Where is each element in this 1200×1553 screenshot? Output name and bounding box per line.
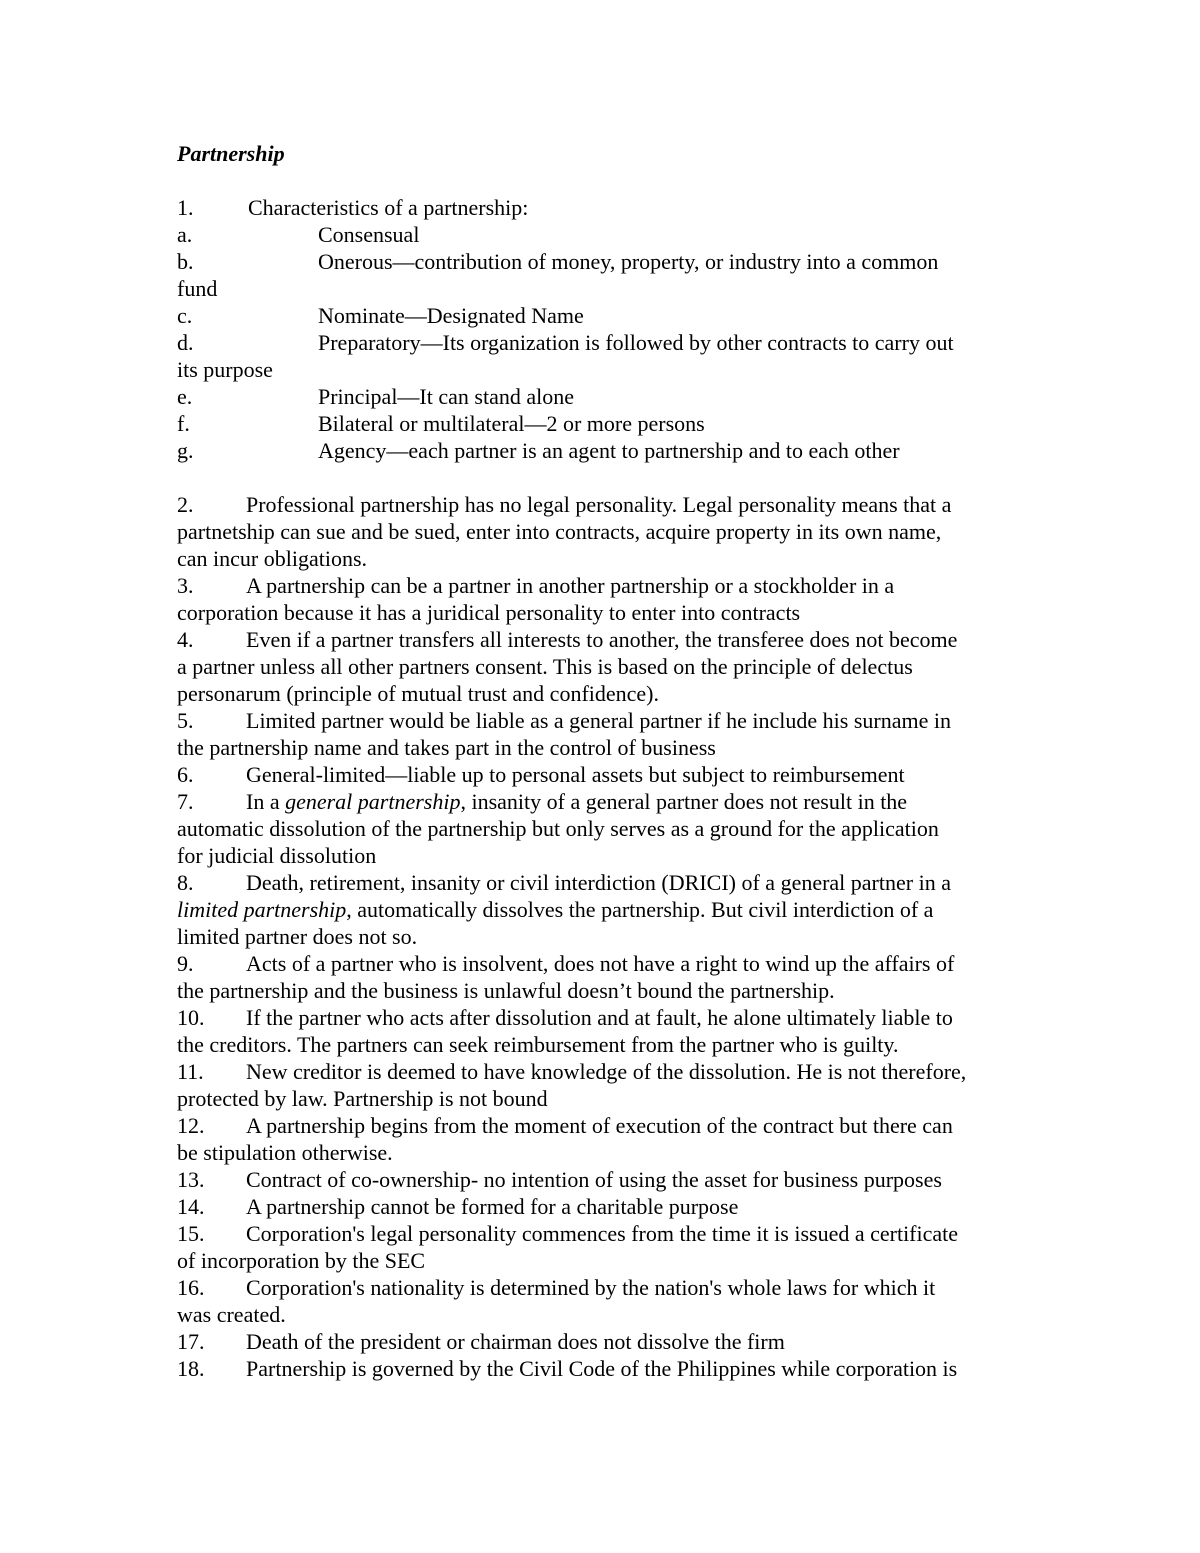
item-number: 10. [177,1005,205,1030]
list-item [177,1193,1027,1220]
characteristic-item [177,248,1027,275]
item-number: 2. [177,492,194,517]
characteristic-continuation: fund [177,276,218,301]
list-item [177,1004,1027,1058]
list-item [177,572,1027,626]
item-text: corporation because it has a juridical personality to enter into contracts [177,600,801,625]
item-text: the partnership name and takes part in the control of business [177,735,716,760]
points-list [177,491,1027,1382]
item-number: 8. [177,870,194,895]
item-number: 7. [177,789,194,814]
characteristic-text: Consensual [318,222,420,247]
item-number: 6. [177,762,194,787]
characteristic-text: Bilateral or multilateral—2 or more persons [318,411,705,436]
characteristic-item [177,302,1027,329]
item-text: for judicial dissolution [177,843,377,868]
item-text: General-limited—liable up to personal assets but subject to reimbursement [246,762,905,787]
heading-text: Characteristics of a partnership: [248,195,529,220]
list-item [177,491,1027,572]
characteristics-heading [177,194,1027,221]
characteristic-text: Nominate—Designated Name [318,303,584,328]
characteristic-text: Principal—It can stand alone [318,384,574,409]
characteristic-label: c. [177,303,193,328]
item-text-post: , insanity of a general partner does not result in the [460,789,908,814]
item-number: 4. [177,627,194,652]
list-item [177,1328,1027,1355]
item-number: 18. [177,1356,205,1381]
list-item [177,950,1027,1004]
list-item [177,1112,1027,1166]
item-text: the partnership and the business is unlawful doesn’t bound the partnership. [177,978,835,1003]
characteristic-item [177,437,1027,464]
item-text-post: , automatically dissolves the partnership. But civil interdiction of a [346,897,934,922]
item-text: A partnership can be a partner in another partnership or a stockholder in a [246,573,895,598]
item-text: Death of the president or chairman does not dissolve the firm [246,1329,785,1354]
item-text: Even if a partner transfers all interests to another, the transferee does not become [246,627,958,652]
characteristic-label: f. [177,411,190,436]
list-item [177,1274,1027,1328]
item-number: 5. [177,708,194,733]
characteristic-item [177,329,1027,356]
item-text: Death, retirement, insanity or civil interdiction (DRICI) of a general partner in a [246,870,951,895]
document-page [177,140,1027,1382]
item-text: Contract of co-ownership- no intention of using the asset for business purposes [246,1167,942,1192]
item-text: Acts of a partner who is insolvent, does not have a right to wind up the affairs of [246,951,955,976]
characteristic-text: Agency—each partner is an agent to partnership and to each other [318,438,900,463]
item-text: limited partner does not so. [177,924,418,949]
item-number: 3. [177,573,194,598]
item-text: New creditor is deemed to have knowledge of the dissolution. He is not therefore, [246,1059,967,1084]
list-item [177,1355,1027,1382]
item-text-emphasis: limited partnership [177,897,347,922]
item-number: 12. [177,1113,205,1138]
item-text: a partner unless all other partners consent. This is based on the principle of delectus [177,654,913,679]
item-text: the creditors. The partners can seek reimbursement from the partner who is guilty. [177,1032,899,1057]
item-number: 9. [177,951,194,976]
item-text: Corporation's nationality is determined by the nation's whole laws for which it [246,1275,936,1300]
item-number: 11. [177,1059,204,1084]
item-text: partnetship can sue and be sued, enter into contracts, acquire property in its own name, [177,519,942,544]
item-text: Corporation's legal personality commences from the time it is issued a certificate [246,1221,959,1246]
item-text: personarum (principle of mutual trust and confidence). [177,681,660,706]
characteristic-label: e. [177,384,193,409]
item-text-pre: In a [246,789,286,814]
item-number: 16. [177,1275,205,1300]
item-number: 1. [177,195,194,220]
document-title: Partnership [177,141,285,166]
item-number: 14. [177,1194,205,1219]
item-text: of incorporation by the SEC [177,1248,426,1273]
list-item [177,1166,1027,1193]
item-text: A partnership cannot be formed for a charitable purpose [246,1194,739,1219]
characteristic-label: b. [177,249,194,274]
item-number: 17. [177,1329,205,1354]
characteristics-section [177,194,1027,464]
item-text: protected by law. Partnership is not bound [177,1086,548,1111]
list-item [177,707,1027,761]
characteristic-label: d. [177,330,194,355]
item-text: Professional partnership has no legal personality. Legal personality means that a [246,492,952,517]
characteristic-item [177,410,1027,437]
item-number: 13. [177,1167,205,1192]
characteristic-item [177,383,1027,410]
characteristic-item [177,221,1027,248]
item-text: Partnership is governed by the Civil Code of the Philippines while corporation is [246,1356,958,1381]
characteristic-label: g. [177,438,194,463]
characteristic-label: a. [177,222,193,247]
item-text: If the partner who acts after dissolution and at fault, he alone ultimately liable to [246,1005,953,1030]
paragraph-spacer [177,464,1027,491]
item-text: automatic dissolution of the partnership but only serves as a ground for the application [177,816,939,841]
list-item [177,1220,1027,1274]
list-item [177,761,1027,788]
item-text-emphasis: general partnership [285,789,461,814]
item-number: 15. [177,1221,205,1246]
item-text: can incur obligations. [177,546,368,571]
item-text: A partnership begins from the moment of execution of the contract but there can [246,1113,953,1138]
list-item [177,869,1027,950]
characteristic-continuation: its purpose [177,357,273,382]
list-item [177,626,1027,707]
item-text: Limited partner would be liable as a general partner if he include his surname in [246,708,951,733]
characteristic-text: Preparatory—Its organization is followed by other contracts to carry out [318,330,954,355]
item-text: was created. [177,1302,286,1327]
list-item [177,788,1027,869]
item-text: be stipulation otherwise. [177,1140,393,1165]
list-item [177,1058,1027,1112]
characteristic-text: Onerous—contribution of money, property, or industry into a common [318,249,939,274]
